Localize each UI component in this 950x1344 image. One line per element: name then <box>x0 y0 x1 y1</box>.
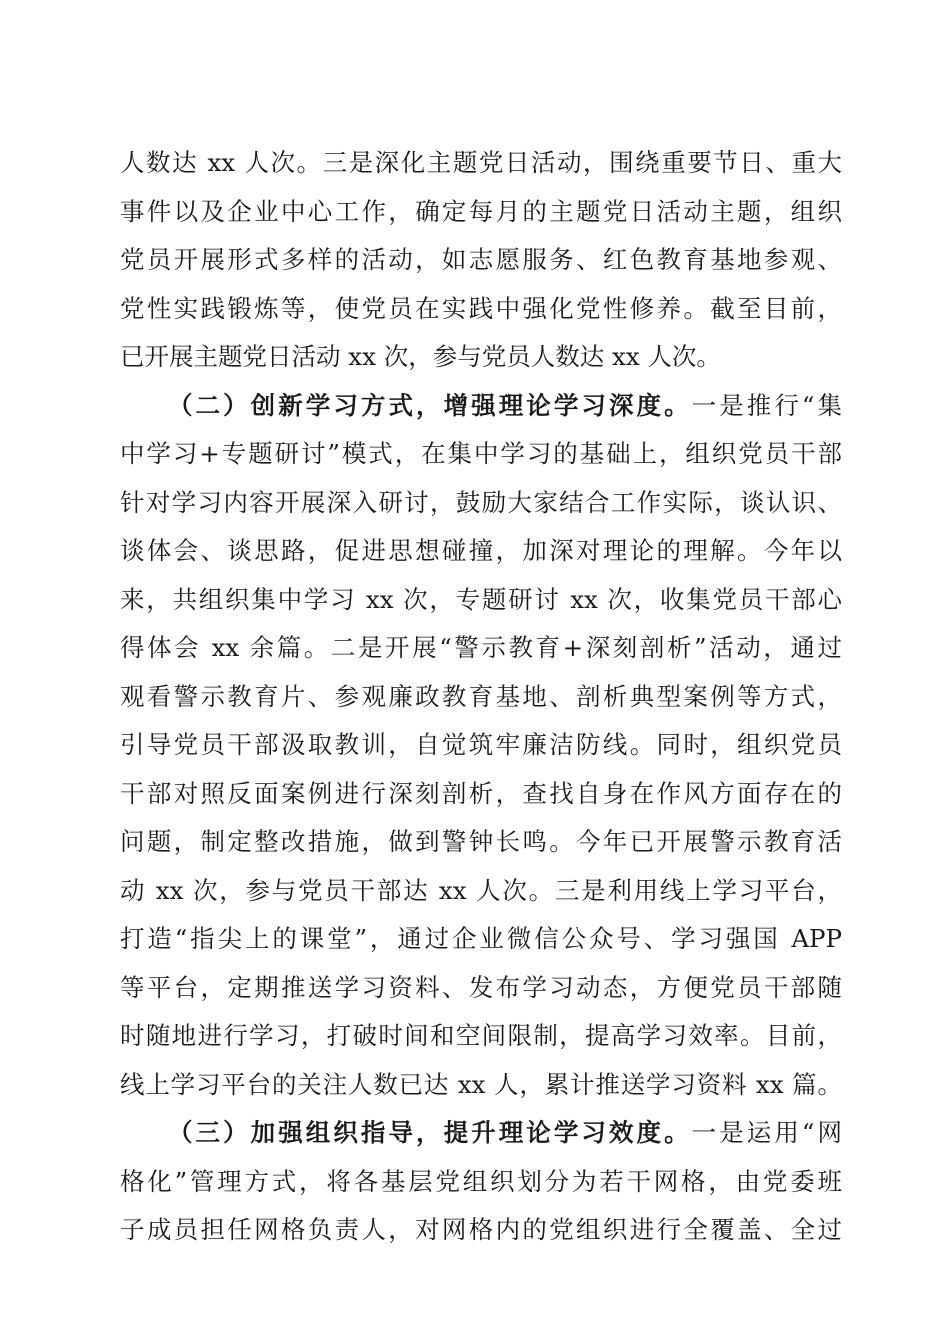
document-body <box>120 139 842 1255</box>
section-heading-line-3 <box>120 1109 842 1158</box>
text-line: 问题，制定整改措施，做到警钟长鸣。今年已开展警示教育活 <box>120 827 842 856</box>
text-line: 人数达 xx 人次。三是深化主题党日活动，围绕重要节日、重大 <box>120 148 842 177</box>
text-line: 线上学习平台的关注人数已达 xx 人，累计推送学习资料 xx 篇。 <box>120 1069 842 1099</box>
text-line: 谈体会、谈思路，促进思想碰撞，加深对理论的理解。今年以 <box>120 536 842 565</box>
text-line: 打造“指尖上的课堂”，通过企业微信公众号、学习强国 APP <box>120 924 842 953</box>
text-line: 干部对照反面案例进行深刻剖析，查找自身在作风方面存在的 <box>120 778 842 808</box>
text-line: 已开展主题党日活动 xx 次，参与党员人数达 xx 人次。 <box>120 342 721 371</box>
text-line: 时随地进行学习，打破时间和空间限制，提高学习效率。目前， <box>120 1021 842 1050</box>
text-line-fragment: 一是运用“网 <box>691 1118 843 1147</box>
text-line: 来，共组织集中学习 xx 次，专题研讨 xx 次，收集党员干部心 <box>120 584 842 614</box>
text-line: 中学习+专题研讨”模式，在集中学习的基础上，组织党员干部 <box>120 439 842 468</box>
text-line: 事件以及企业中心工作，确定每月的主题党日活动主题，组织 <box>120 196 842 226</box>
section-heading-3: （三）加强组织指导，提升理论学习效度。 <box>168 1118 692 1147</box>
text-line: 子成员担任网格负责人，对网格内的党组织进行全覆盖、全过 <box>120 1215 842 1244</box>
text-line: 格化”管理方式，将各基层党组织划分为若干网格，由党委班 <box>120 1166 842 1196</box>
text-line: 引导党员干部汲取教训，自觉筑牢廉洁防线。同时，组织党员 <box>120 730 842 759</box>
text-line: 党性实践锻炼等，使党员在实践中强化党性修养。截至目前， <box>120 293 842 323</box>
text-line: 党员开展形式多样的活动，如志愿服务、红色教育基地参观、 <box>120 245 842 274</box>
text-line: 动 xx 次，参与党员干部达 xx 人次。三是利用线上学习平台， <box>120 875 842 905</box>
text-line-fragment: 一是推行“集 <box>691 390 843 420</box>
text-line: 等平台，定期推送学习资料、发布学习动态，方便党员干部随 <box>120 972 842 1002</box>
text-line: 观看警示教育片、参观廉政教育基地、剖析典型案例等方式， <box>120 681 842 711</box>
text-line: 得体会 xx 余篇。二是开展“警示教育+深刻剖析”活动，通过 <box>120 633 842 662</box>
section-heading-line-2 <box>120 382 842 431</box>
text-line: 针对学习内容开展深入研讨，鼓励大家结合工作实际，谈认识、 <box>120 487 842 517</box>
section-heading-2: （二）创新学习方式，增强理论学习深度。 <box>168 390 692 420</box>
